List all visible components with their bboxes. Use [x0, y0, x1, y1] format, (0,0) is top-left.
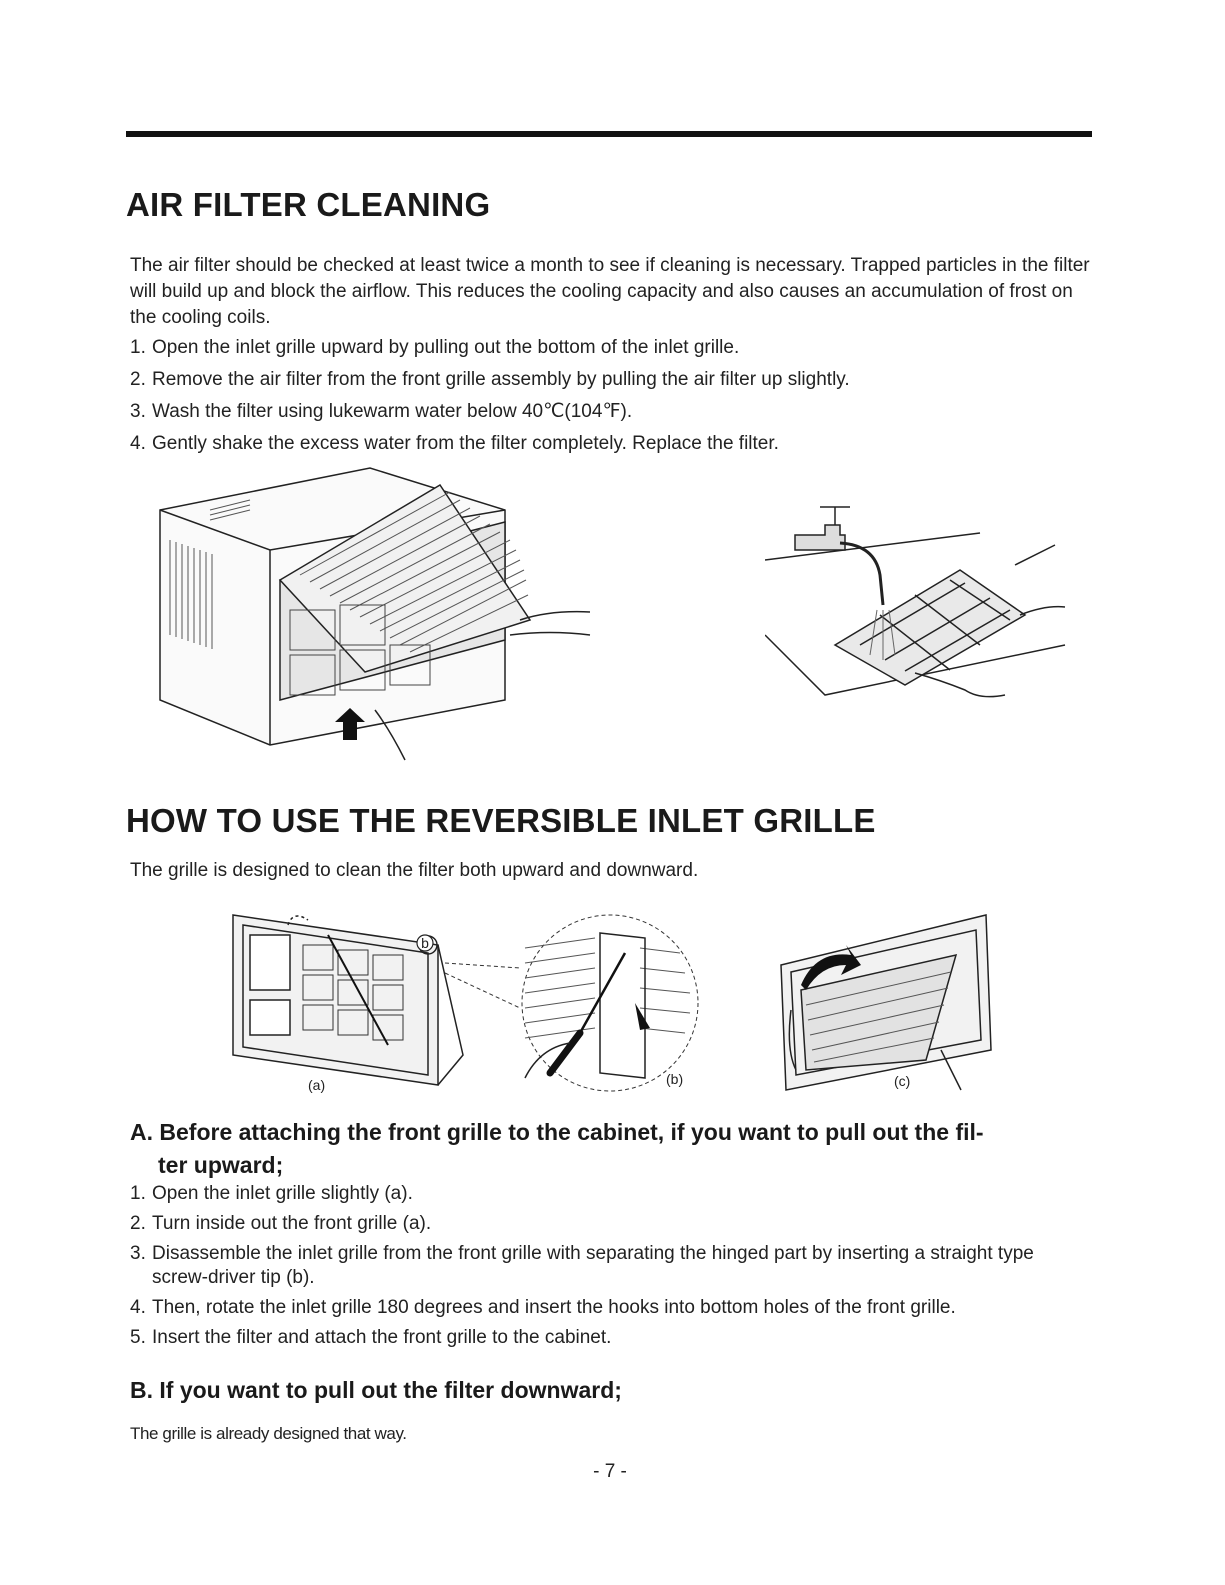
list-item: [130, 400, 1080, 424]
step-text: Wash the filter using lukewarm water below 40℃(104℉).: [152, 401, 633, 422]
step-text: Turn inside out the front grille (a).: [152, 1213, 432, 1234]
subsection-a-line2: ter upward;: [158, 1152, 284, 1178]
step-text: Open the inlet grille upward by pulling out the bottom of the inlet grille.: [152, 337, 740, 358]
step-text: Open the inlet grille slightly (a).: [152, 1183, 413, 1204]
list-item: [130, 1212, 1090, 1236]
step-text: Then, rotate the inlet grille 180 degrees and insert the hooks into bottom holes of the front grille.: [152, 1297, 956, 1318]
figure-label-c: (c): [894, 1073, 911, 1089]
list-item: [130, 432, 1080, 456]
grille-steps: [130, 1182, 1090, 1356]
page-number: - 7 -: [593, 1461, 627, 1482]
subsection-a-heading: [130, 1116, 1080, 1182]
section-title-air-filter: AIR FILTER CLEANING: [126, 186, 491, 223]
air-filter-steps: [130, 336, 1080, 464]
step-text: Disassemble the inlet grille from the front grille with separating the hinged part by inserting a straight type screw-driver tip (b).: [152, 1243, 1034, 1288]
list-item: [130, 336, 1080, 360]
step-number: 2.: [130, 1213, 146, 1234]
figure-label-b: (b): [666, 1071, 684, 1087]
ac-unit-filter-removal-illustration: [150, 460, 595, 775]
step-text: Gently shake the excess water from the filter completely. Replace the filter.: [152, 433, 779, 454]
list-item: [130, 368, 1080, 392]
step-number: 2.: [130, 369, 146, 390]
air-filter-intro: The air filter should be checked at least twice a month to see if cleaning is necessary. Trapped particles in the filter will build up and block the airflow. This reduces the cooling capacity and also causes an accumulation of frost on the cooling coils.: [130, 255, 1090, 328]
figure-label-a: (a): [308, 1077, 326, 1093]
grille-intro: The grille is designed to clean the filter both upward and downward.: [130, 860, 699, 881]
step-number: 4.: [130, 433, 146, 454]
figure-c-rotate-grille-illustration: [776, 910, 996, 1095]
list-item: [130, 1242, 1090, 1290]
section-title-reversible-grille: HOW TO USE THE REVERSIBLE INLET GRILLE: [126, 802, 876, 839]
subsection-b-note: The grille is already designed that way.: [130, 1424, 407, 1443]
subsection-a-line1: A. Before attaching the front grille to the cabinet, if you want to pull out the fil-: [130, 1119, 984, 1145]
step-number: 3.: [130, 1243, 146, 1264]
subsection-b-heading: B. If you want to pull out the filter downward;: [130, 1377, 622, 1403]
list-item: [130, 1182, 1090, 1206]
figure-b-screwdriver-detail-illustration: [430, 908, 720, 1093]
list-item: [130, 1296, 1090, 1320]
top-rule: [126, 131, 1092, 137]
step-number: 3.: [130, 401, 146, 422]
callout-label-b: b: [421, 935, 429, 951]
step-number: 5.: [130, 1327, 146, 1348]
filter-washing-illustration: [765, 495, 1075, 720]
list-item: [130, 1326, 1090, 1350]
step-text: Insert the filter and attach the front grille to the cabinet.: [152, 1327, 612, 1348]
step-number: 4.: [130, 1297, 146, 1318]
step-text: Remove the air filter from the front grille assembly by pulling the air filter up slightly.: [152, 369, 850, 390]
step-number: 1.: [130, 1183, 146, 1204]
step-number: 1.: [130, 337, 146, 358]
